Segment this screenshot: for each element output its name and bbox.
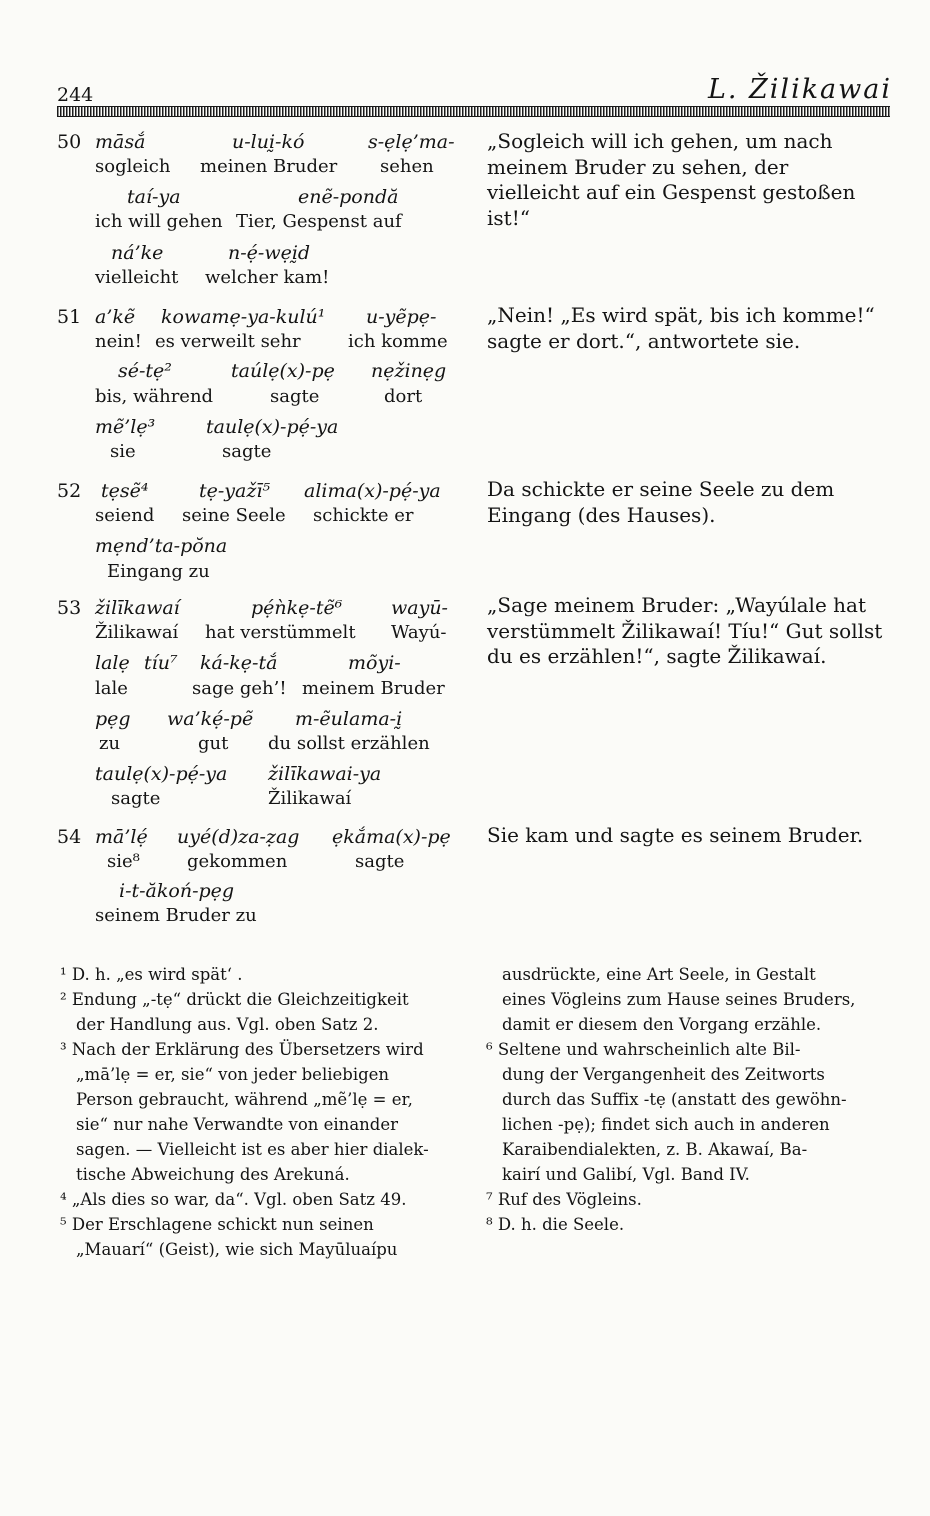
gloss-word: sagte <box>111 788 161 809</box>
running-title: L. Žilikawai <box>707 74 892 105</box>
original-word: alima(x)-pẹ́-ya <box>304 480 441 502</box>
original-word: uyé(d)za-ẓag <box>177 826 300 848</box>
original-word: sé-tẹ² <box>118 360 172 382</box>
footnote-line: Karaibendialekten, z. B. Akawaí, Ba- <box>502 1140 808 1159</box>
gloss-word: sie⁸ <box>107 851 140 872</box>
original-word: mẹnd’ta-pŏna <box>95 535 228 557</box>
original-word: mõyi- <box>348 652 401 674</box>
gloss-word: seinem Bruder zu <box>95 905 257 926</box>
gloss-word: meinem Bruder <box>302 678 445 699</box>
translation: „Sage meinem Bruder: „Wayúlale hat verstümmelt Žilikawaí! Tíu!“ Gut sollst du es erzählen!“, sagte Žilikawaí. <box>487 593 883 668</box>
gloss-word: sie <box>110 441 136 462</box>
original-word: ná’ke <box>111 242 164 264</box>
gloss-word: hat verstümmelt <box>205 622 356 643</box>
section-number: 52 <box>57 480 82 502</box>
gloss-word: bis, während <box>95 386 214 407</box>
original-word: mā’lẹ́ <box>95 826 148 848</box>
translation: „Nein! „Es wird spät, bis ich komme!“ sagte er dort.“, antwortete sie. <box>487 303 875 353</box>
gloss-word: dort <box>384 386 423 407</box>
footnote-line: Person gebraucht, während „mẽ’lẹ = er, <box>76 1090 413 1109</box>
original-word: wayū- <box>391 597 448 619</box>
original-word: žilīkawaí <box>95 597 180 619</box>
translation: „Sogleich will ich gehen, um nach meinem Bruder zu sehen, der vielleicht auf ein Gespenst gestoßen ist!“ <box>487 129 856 230</box>
footnote-line: damit er diesem den Vorgang erzähle. <box>502 1015 822 1034</box>
gloss-word: meinen Bruder <box>200 156 338 177</box>
original-word: n-ẹ́-wẹḭd <box>228 242 311 264</box>
footnote-line: „Mauarí“ (Geist), wie sich Mayūluaípu <box>76 1240 398 1259</box>
footnote-line: ausdrückte, eine Art Seele, in Gestalt <box>502 965 816 984</box>
gloss-word: ich will gehen <box>95 211 223 232</box>
gloss-word: es verweilt sehr <box>155 331 301 352</box>
footnote-line: ⁵ Der Erschlagene schickt nun seinen <box>60 1215 374 1234</box>
gloss-word: vielleicht <box>95 267 179 288</box>
section-number: 51 <box>57 306 82 328</box>
footnote-line: ⁷ Ruf des Vögleins. <box>486 1190 642 1209</box>
original-word: m-ẽulama-ḭ <box>295 708 403 730</box>
gloss-word: sehen <box>380 156 434 177</box>
footnote-line: sie“ nur nahe Verwandte von einander <box>76 1115 398 1134</box>
gloss-word: du sollst erzählen <box>268 733 430 754</box>
gloss-word: sogleich <box>95 156 171 177</box>
original-word: taí-ya <box>127 186 181 208</box>
section-number: 53 <box>57 597 82 619</box>
original-word: taulẹ(x)-pẹ́-ya <box>206 416 339 438</box>
original-word: nẹžinẹg <box>371 360 447 382</box>
gloss-word: sagte <box>222 441 272 462</box>
original-word: wa’kẹ́-pẽ <box>167 708 254 730</box>
gloss-word: Eingang zu <box>107 561 210 582</box>
original-word: žilīkawai-ya <box>268 763 382 785</box>
footnote-line: ⁴ „Als dies so war, da“. Vgl. oben Satz 49. <box>60 1190 407 1209</box>
original-word: pẹ́ǹkẹ-tẽ⁶ <box>251 597 343 619</box>
gloss-word: Žilikawaí <box>95 622 179 643</box>
original-word: taúlẹ(x)-pẹ <box>231 360 335 382</box>
footnote-line: ³ Nach der Erklärung des Übersetzers wird <box>60 1040 424 1059</box>
translation: Sie kam und sagte es seinem Bruder. <box>487 823 864 847</box>
gloss-word: seiend <box>95 505 155 526</box>
original-word: i-t-ăkoń-pẹg <box>119 880 235 902</box>
gloss-word: sage geh’! <box>192 678 287 699</box>
original-word: tẹ-yažī⁵ <box>199 480 271 502</box>
gloss-word: seine Seele <box>182 505 286 526</box>
gloss-word: Žilikawaí <box>268 788 352 809</box>
original-word: a’kẽ <box>95 306 136 328</box>
original-word: ká-kẹ-tắ <box>200 652 278 674</box>
original-word: tíu⁷ <box>144 652 178 674</box>
original-word: mẽ’lẹ³ <box>95 416 156 438</box>
original-word: enẽ-pondă <box>298 186 399 208</box>
gloss-word: zu <box>99 733 121 754</box>
footnote-line: ¹ D. h. „es wird spät‘ . <box>60 965 243 984</box>
footnote-line: ² Endung „-tẹ“ drückt die Gleichzeitigkeit <box>60 990 409 1009</box>
translation: Da schickte er seine Seele zu dem Eingang (des Hauses). <box>487 477 835 527</box>
original-word: u-yẽpẹ- <box>366 306 437 328</box>
original-word: māsắ <box>95 131 146 153</box>
gloss-word: welcher kam! <box>205 267 330 288</box>
gloss-word: sagte <box>355 851 405 872</box>
footnote-line: sagen. — Vielleicht ist es aber hier dialek- <box>76 1140 429 1159</box>
footnote-line: der Handlung aus. Vgl. oben Satz 2. <box>76 1015 379 1034</box>
section-number: 54 <box>57 826 82 848</box>
gloss-word: gut <box>198 733 229 754</box>
original-word: s-ẹlẹ’ma- <box>368 131 455 153</box>
footnote-line: kairí und Galibí, Vgl. Band IV. <box>502 1165 750 1184</box>
footnote-line: ⁸ D. h. die Seele. <box>486 1215 625 1234</box>
footnote-line: „mā’lẹ = er, sie“ von jeder beliebigen <box>76 1065 390 1084</box>
footnote-line: eines Vögleins zum Hause seines Bruders, <box>502 990 856 1009</box>
footnote-line: durch das Suffix -tẹ (anstatt des gewöhn- <box>502 1090 847 1109</box>
original-word: tẹsẽ⁴ <box>101 480 149 502</box>
section-number: 50 <box>57 131 82 153</box>
original-word: kowamẹ-ya-kulú¹ <box>161 306 326 328</box>
gloss-word: ich komme <box>348 331 448 352</box>
footnote-line: tische Abweichung des Arekuná. <box>76 1165 350 1184</box>
gloss-word: gekommen <box>187 851 288 872</box>
header-rule <box>57 106 890 117</box>
gloss-word: lale <box>95 678 128 699</box>
gloss-word: sagte <box>270 386 320 407</box>
page-number: 244 <box>57 84 94 106</box>
original-word: u-luḭ-kó <box>232 131 305 153</box>
original-word: lalẹ <box>95 652 130 674</box>
footnote-line: lichen -pẹ); findet sich auch in anderen <box>502 1115 830 1134</box>
original-word: ẹkắma(x)-pẹ <box>332 826 451 848</box>
original-word: taulẹ(x)-pẹ́-ya <box>95 763 228 785</box>
original-word: pẹg <box>95 708 131 730</box>
gloss-word: schickte er <box>313 505 414 526</box>
footnote-line: dung der Vergangenheit des Zeitworts <box>502 1065 825 1084</box>
gloss-word: Wayú- <box>391 622 447 643</box>
gloss-word: nein! <box>95 331 142 352</box>
gloss-word: Tier, Gespenst auf <box>236 211 402 232</box>
footnote-line: ⁶ Seltene und wahrscheinlich alte Bil- <box>486 1040 801 1059</box>
